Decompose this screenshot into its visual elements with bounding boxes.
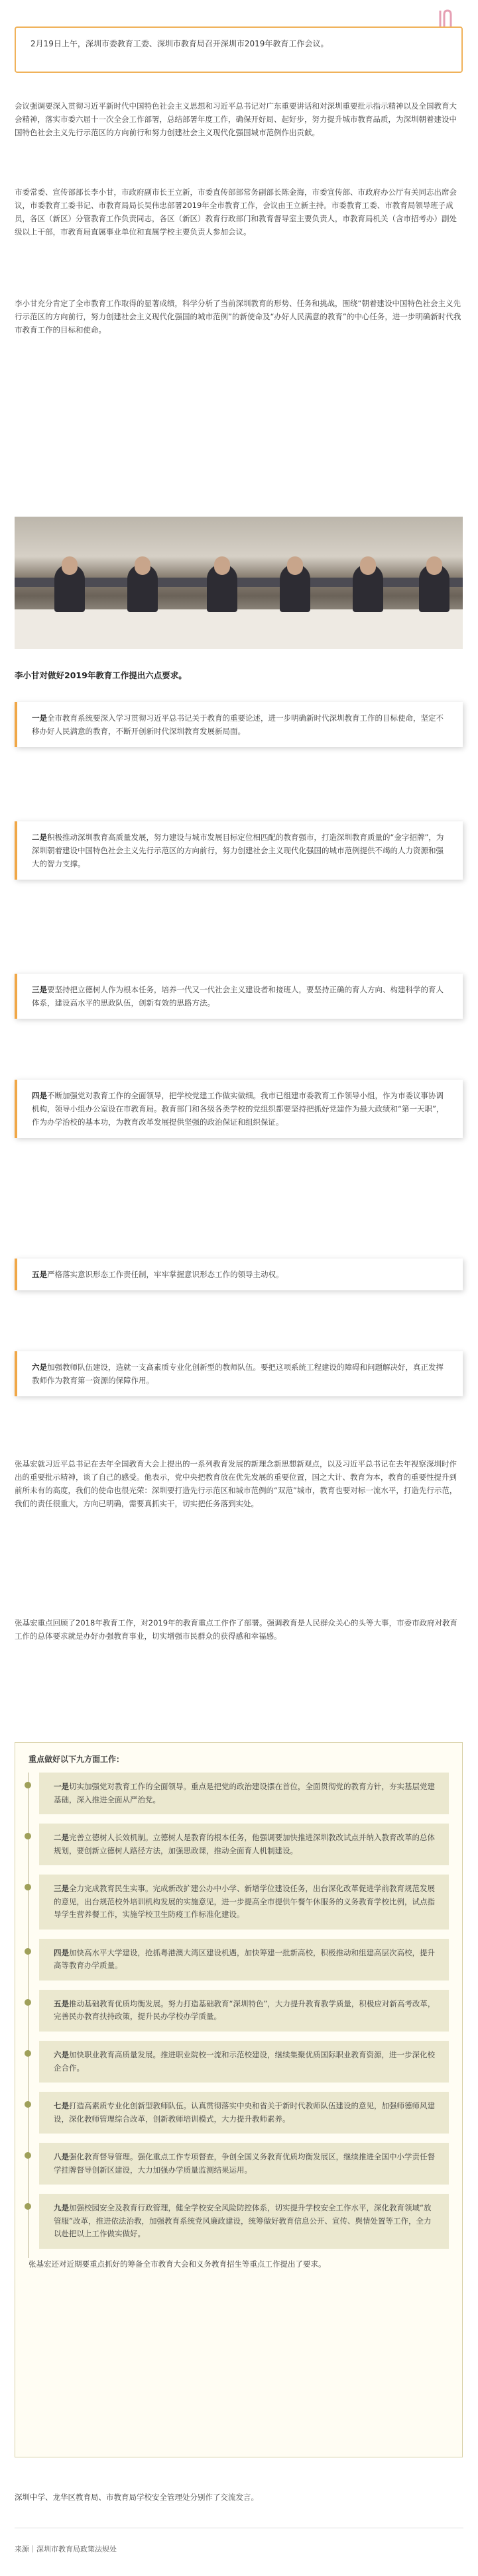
point-lead: 九是 <box>54 2203 69 2213</box>
point-text: 强化教育督导管理。强化重点工作专项督查，争创全国义务教育优质均衡发展区，继续推进全国中小学责任督学挂牌督导创新区建设，大力加强办学质量监测结果运用。 <box>54 2152 435 2175</box>
requirement-card <box>15 821 463 880</box>
lead-text: 2月19日上午，深圳市委教育工委、深圳市教育局召开深圳市2019年教育工作会议。 <box>30 39 329 48</box>
point-lead: 四是 <box>54 1947 69 1957</box>
paragraph: 李小甘充分肯定了全市教育工作取得的显著成绩，科学分析了当前深圳教育的形势、任务和挑战，围绕“朝着建设中国特色社会主义先行示范区的方向前行，努力创建社会主义现代化强国的城市范例”的新使命及“办好人民满意的教育”的中心任务，进一步明确新时代我市教育工作的目标和使命。 <box>15 299 461 335</box>
point-item <box>39 1773 449 1814</box>
point-text: 加快职业教育高质量发展。推进职业院校一流和示范校建设，继续集聚优质国际职业教育资源，进一步深化校企合作。 <box>54 2050 435 2073</box>
paragraph: 深圳中学、龙华区教育局、市教育局学校安全管理处分别作了交流发言。 <box>15 2493 259 2502</box>
point-item <box>39 2092 449 2134</box>
card-text: 要坚持把立德树人作为根本任务，培养一代又一代社会主义建设者和接班人，要坚持正确的育人方向、构建科学的育人体系，建设高水平的思政队伍，创新有效的思路方法。 <box>32 985 444 1008</box>
timeline-dot-icon <box>25 1999 31 2006</box>
source-text: 来源｜深圳市教育局政策法规处 <box>15 2545 117 2553</box>
requirement-card <box>15 1259 463 1290</box>
point-item <box>39 1875 449 1930</box>
point-lead: 一是 <box>54 1782 69 1791</box>
section-title: 李小甘对做好2019年教育工作提出六点要求。 <box>15 670 187 680</box>
meeting-photo <box>15 517 463 649</box>
timeline-dot-icon <box>25 2203 31 2210</box>
requirement-card <box>15 974 463 1019</box>
card-text: 不断加强党对教育工作的全面领导，把学校党建工作做实做细。我市已组建市委教育工作领导小组，作为市委议事协调机构，领导小组办公室设在市教育局。教育部门和各级各类学校的党组织都要坚持把抓好党建作为最大政绩和“第一天职”，作为办学治校的基本功，为教育改革发展提供坚强的政治保证和组织保证。 <box>32 1091 444 1127</box>
point-item <box>39 1990 449 2032</box>
timeline-dot-icon <box>25 2152 31 2159</box>
requirement-card <box>15 1080 463 1138</box>
paragraph: 市委常委、宣传部部长李小甘，市政府副市长王立新，市委直传部部常务副部长陈金海，市委宣传部、市政府办公厅有关同志出席会议，市委教育工委书记、市教育局局长吴伟忠部署2019年全市教育工作，会议由王立新主持。市委教育工委、市教育局领导班子成员，各区（新区）分管教育工作负责同志，各区（新区）教育行政部门和教育督导室主要负责人，市教育局机关（含市招考办）副处级以上干部，市教育局直属事业单位和直属学校主要负责人参加会议。 <box>15 187 457 237</box>
card-text: 积极推动深圳教育高质量发展，努力建设与城市发展目标定位相匹配的教育强市，打造深圳教育质量的“金字招牌”，为深圳朝着建设中国特色社会主义先行示范区的方向前行，努力创建社会主义现代化强国的城市范例提供不竭的人力资源和强大的智力支撑。 <box>32 833 444 869</box>
card-lead: 五是 <box>32 1270 47 1279</box>
point-text: 完善立德树人长效机制。立德树人是教育的根本任务，他强调要加快推进深圳教改试点并纳入教育改革的总体规划，要创新立德树人路径方法，加强思政课，推动全面育人机制建设。 <box>54 1833 435 1855</box>
timeline-dot-icon <box>25 1782 31 1788</box>
timeline-dot-icon <box>25 1884 31 1890</box>
point-text: 推动基础教育优质均衡发展。努力打造基础教育“深圳特色”，大力提升教育教学质量，积极应对新高考改革，完善民办教育扶持政策，提升民办学校办学质量。 <box>54 1998 436 2022</box>
timeline-dot-icon <box>25 2050 31 2057</box>
key-points-box <box>15 1742 463 2457</box>
point-text: 加强校园安全及教育行政管理，健全学校安全风险防控体系，切实提升学校安全工作水平，深化教育领域“放管服”改革，推进依法治教，加强教育系统党风廉政建设，统筹做好教育信息公开、宣传、舆情处置等工作，全力以赴把以上工作做实做好。 <box>54 2203 432 2239</box>
card-lead: 一是 <box>32 713 47 723</box>
lead-box <box>15 26 463 73</box>
point-text: 加快高水平大学建设，抢抓粤港澳大湾区建设机遇，加快筹建一批新高校，积极推动和组建高层次高校，提升高等教育办学质量。 <box>54 1947 435 1971</box>
card-lead: 四是 <box>32 1091 47 1100</box>
points-title: 重点做好以下九方面工作： <box>29 1755 125 1764</box>
card-lead: 二是 <box>32 833 47 842</box>
paragraph: 张基宏就习近平总书记在去年全国教育大会上提出的一系列教育发展的新理念新思想新观点，以及习近平总书记在去年视察深圳时作出的重要批示精神，谈了自己的感受。他表示，党中央把教育放在优先发展的重要位置，国之大计、教育为本，教育的重要性提升到前所未有的高度，我们的使命也很光荣：深圳要打造先行示范区和城市范例的“双范”城市，教育也要对标一流水平，打造先行示范，我们的责任很重大，方向已明确，需要真抓实干，切实把任务落到实处。 <box>15 1459 457 1509</box>
paragraph: 会议强调要深入贯彻习近平新时代中国特色社会主义思想和习近平总书记对广东重要讲话和对深圳重要批示指示精神以及全国教育大会精神，落实市委六届十一次全会工作部署，总结部署年度工作，确保开好局、起好步，努力提升城市教育品质，为深圳朝着建设中国特色社会主义先行示范区的方向前行和努力创建社会主义现代化强国城市范例作出贡献。 <box>15 101 457 138</box>
card-lead: 六是 <box>32 1363 47 1372</box>
point-lead: 二是 <box>54 1833 69 1843</box>
point-lead: 三是 <box>54 1884 69 1894</box>
card-text: 全市教育系统要深入学习贯彻习近平总书记关于教育的重要论述，进一步明确新时代深圳教育工作的目标使命，坚定不移办好人民满意的教育，不断开创新时代深圳教育发展新局面。 <box>32 713 444 737</box>
timeline-dot-icon <box>25 1833 31 1839</box>
point-item <box>39 2143 449 2185</box>
paragraph: 张基宏重点回顾了2018年教育工作，对2019年的教育重点工作作了部署。强调教育是人民群众关心的头等大事，市委市政府对教育工作的总体要求就是办好办强教育事业，切实增强市民群众的获得感和幸福感。 <box>15 1618 458 1641</box>
point-lead: 八是 <box>54 2152 69 2162</box>
timeline-dot-icon <box>25 2101 31 2108</box>
card-text: 加强教师队伍建设，造就一支高素质专业化创新型的教师队伍。要把这项系统工程建设的障碍和问题解决好，真正发挥教师作为教育第一资源的保障作用。 <box>32 1363 444 1386</box>
point-item <box>39 1939 449 1981</box>
point-lead: 七是 <box>54 2101 69 2111</box>
card-text: 严格落实意识形态工作责任制，牢牢掌握意识形态工作的领导主动权。 <box>47 1270 284 1279</box>
requirement-card <box>15 1351 463 1396</box>
point-lead: 五是 <box>54 1998 69 2008</box>
point-item <box>39 2194 449 2249</box>
timeline-dot-icon <box>25 1948 31 1955</box>
points-closing: 张基宏还对近期要重点抓好的筹备全市教育大会和义务教育招生等重点工作提出了要求。 <box>29 2259 326 2269</box>
point-text: 切实加强党对教育工作的全面领导。重点是把党的政治建设摆在首位，全面贯彻党的教育方针，夯实基层党建基础，深入推进全面从严治党。 <box>54 1782 435 1804</box>
point-lead: 六是 <box>54 2050 69 2060</box>
card-lead: 三是 <box>32 985 47 994</box>
point-item <box>39 1824 449 1865</box>
point-text: 全力完成教育民生实事。完成新改扩建公办中小学、新增学位建设任务，出台深化改革促进学前教育规范发展的意见，出台规范校外培训机构发展的实施意见，进一步提高全市提供午餐午休服务的义务教育学校比例，试点指导学生营养餐工作，实施学校卫生防疫工作标准化建设。 <box>54 1884 435 1920</box>
requirement-card <box>15 702 463 747</box>
point-text: 打造高素质专业化创新型教师队伍。认真贯彻落实中央和省关于新时代教师队伍建设的意见，加强师德师风建设，深化教师管理综合改革，创新教师培训模式，大力提升教师素养。 <box>54 2101 435 2124</box>
point-item <box>39 2041 449 2083</box>
